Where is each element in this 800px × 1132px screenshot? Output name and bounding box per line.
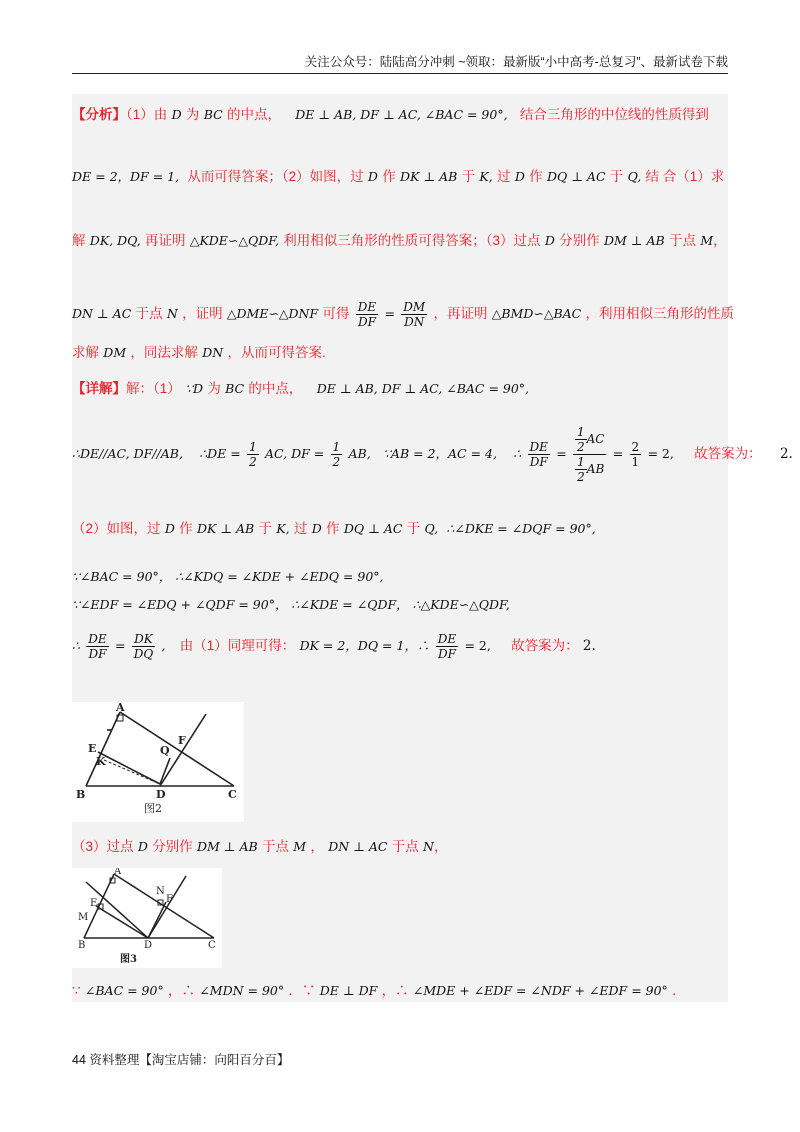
detail-text: 的中点，: [248, 381, 303, 396]
analysis-text: 为: [185, 107, 200, 122]
frac-denominator: 2: [576, 440, 585, 454]
math-D: D: [544, 233, 555, 248]
answer-value: 2.: [779, 446, 793, 462]
figure-3-diagram: [72, 868, 222, 968]
analysis-text: 解: [72, 233, 86, 248]
detail-line-7: [72, 838, 447, 856]
math-expr: DN ⊥ AC: [328, 839, 388, 854]
fraction-compound: [573, 425, 607, 484]
analysis-text: 过: [497, 169, 511, 184]
math-D: D: [367, 169, 378, 184]
math-D: D: [311, 521, 322, 536]
detail-text: ，∴: [168, 983, 196, 998]
answer-value: 2.: [582, 638, 596, 654]
label-E: E: [88, 742, 97, 755]
math-D: D: [164, 521, 175, 536]
analysis-text: 作: [382, 169, 396, 184]
analysis-text: 求解: [72, 345, 99, 360]
figure-2: [72, 702, 244, 822]
frac-numerator: DE: [437, 632, 457, 646]
math-DN: DN: [202, 345, 224, 360]
math-expr: DK ⊥ AB: [196, 521, 255, 536]
segment-DE: [96, 906, 148, 938]
frac-denominator: DQ: [133, 647, 154, 661]
frac-denominator: DN: [404, 315, 425, 329]
frac-denominator: DF: [357, 315, 376, 329]
analysis-line-1: [72, 106, 709, 124]
label-A: A: [116, 702, 125, 714]
math-M: M: [293, 839, 307, 854]
segment-DK: [104, 760, 160, 784]
math-expr: △DME∽△DNF: [226, 306, 319, 321]
fraction-half: [575, 455, 587, 484]
label-C: C: [208, 940, 216, 951]
math-expr: ∠MDE + ∠EDF = ∠NDF + ∠EDF = 90°: [412, 983, 668, 998]
math-eq: =: [612, 446, 624, 461]
math-expr: ∠BAC = 90°: [84, 983, 164, 998]
math-D: D: [137, 839, 148, 854]
frac-numerator: DE: [529, 440, 548, 454]
frac-denominator: 1: [631, 455, 640, 469]
math-N: N: [166, 306, 178, 321]
analysis-text: 的中点，: [226, 107, 281, 122]
math-expr: △BMD∽△BAC: [491, 306, 582, 321]
page-number: 44: [72, 1053, 86, 1067]
analysis-text: 从而可得答案；（2）如图，过: [187, 169, 364, 184]
fraction-half: [575, 425, 587, 454]
fraction-de-df: [436, 632, 458, 661]
detail-text: ∵: [72, 983, 81, 998]
math-expr: ∴: [72, 638, 80, 653]
fraction-de-df: [86, 632, 108, 661]
math-expr: ∵D: [185, 381, 204, 396]
detail-text: 作: [179, 521, 193, 536]
analysis-text: ，证明: [182, 306, 223, 321]
analysis-text: ，利用相似三角形的性质: [585, 306, 735, 321]
frac-numerator: 1: [332, 440, 341, 454]
label-B: B: [78, 940, 86, 951]
math-expr: = 2,: [647, 446, 674, 461]
detail-text: ，: [310, 839, 324, 854]
frac-numerator: [573, 425, 607, 455]
analysis-text: ，同法求解: [130, 345, 198, 360]
detail-text: 解：（1）: [126, 381, 181, 396]
footer-text: 资料整理【淘宝店铺：向阳百分百】: [89, 1053, 290, 1067]
label-Q: Q: [160, 744, 170, 757]
math-Q: Q,: [424, 521, 439, 536]
header-rule: [72, 73, 728, 74]
analysis-text: 再证明: [145, 233, 186, 248]
analysis-line-4: [72, 294, 734, 334]
analysis-text: 于: [461, 169, 476, 184]
detail-text: 分别作: [152, 839, 193, 854]
analysis-text: 结合三角形的中位线的性质得到: [519, 107, 709, 122]
analysis-text: 于点: [669, 233, 697, 248]
math-K: K,: [276, 521, 290, 536]
detail-tag: 【详解】: [72, 381, 126, 396]
math-expr: DK, DQ,: [89, 233, 141, 248]
segment-DE: [98, 752, 160, 784]
frac-denominator: DF: [88, 647, 107, 661]
detail-text: ．: [672, 983, 686, 998]
analysis-text: 利用相似三角形的性质可得答案；（3）过点: [283, 233, 541, 248]
analysis-text: 于: [609, 169, 624, 184]
math-DM: DM: [103, 345, 127, 360]
frac-numerator: 1: [249, 440, 257, 454]
math-expr: ∴∠DKE = ∠DQF = 90°,: [446, 521, 596, 536]
fraction-de-df: [528, 440, 550, 469]
segment-DQ: [160, 758, 170, 784]
analysis-line-3: [72, 232, 727, 250]
label-N: N: [156, 886, 165, 897]
math-expr: ∠MDN = 90°: [199, 983, 285, 998]
label-E: E: [90, 898, 98, 909]
math-expr: = 2,: [464, 638, 491, 653]
label-M: M: [78, 912, 89, 923]
detail-text: 由（1）同理可得：: [179, 638, 296, 653]
math-K: K,: [479, 169, 493, 184]
math-BC: BC: [203, 107, 223, 122]
fraction-two-one: [630, 440, 642, 469]
math-eq: =: [114, 638, 126, 653]
segment-AC: [120, 712, 234, 786]
fraction-de-df: [356, 300, 378, 329]
answer-label: 故答案为：: [511, 638, 579, 653]
detail-text: （2）如图，过: [72, 521, 161, 536]
math-expr: DE ⊥ DF: [319, 983, 378, 998]
detail-line-1: [72, 380, 529, 398]
analysis-text: 结 合（1）求: [645, 169, 725, 184]
analysis-text: 于点: [135, 306, 163, 321]
label-D: D: [156, 788, 166, 801]
analysis-text: ，从而可得答案.: [227, 345, 326, 360]
math-expr: ,: [161, 638, 166, 653]
detail-text: 于点: [391, 839, 419, 854]
analysis-line-2: [72, 168, 724, 186]
analysis-line-5: [72, 344, 326, 362]
math-expr: AC, DF =: [265, 446, 325, 461]
detail-text: 作: [326, 521, 340, 536]
detail-text: （3）过点: [72, 839, 134, 854]
detail-line-8: [72, 982, 686, 1000]
math-expr: ∴DE =: [199, 446, 241, 461]
frac-numerator: DM: [403, 300, 426, 314]
math-AB: AB: [586, 462, 605, 476]
math-expr: DK = 2，DQ = 1，∴: [299, 638, 430, 653]
label-K: K: [96, 755, 106, 768]
fraction-dm-dn: [401, 300, 427, 329]
detail-text: 为: [207, 381, 221, 396]
math-expr: DM ⊥ AB: [603, 233, 665, 248]
math-eq: =: [556, 446, 567, 461]
detail-text: 过: [293, 521, 308, 536]
analysis-text: （1）由: [126, 107, 168, 122]
frac-denominator: DF: [529, 455, 548, 469]
fraction-half: [331, 440, 343, 469]
detail-text: ，: [433, 839, 448, 854]
analysis-text: 可得: [322, 306, 350, 321]
math-N: N: [423, 839, 434, 854]
label-B: B: [76, 788, 86, 801]
frac-denominator: 2: [332, 455, 341, 469]
math-D: D: [171, 107, 182, 122]
fraction-half: [247, 440, 259, 469]
math-AC: AC: [586, 432, 605, 446]
math-expr: DK ⊥ AB: [400, 169, 458, 184]
math-expr: ∴: [513, 446, 522, 461]
math-expr: △KDE∽△QDF,: [189, 233, 279, 248]
analysis-text: ，: [713, 233, 727, 248]
frac-denominator: [573, 455, 607, 484]
figure-3: [72, 868, 222, 968]
frac-numerator: DK: [132, 632, 155, 647]
segment-DF: [148, 876, 186, 938]
fraction-dk-dq: [132, 632, 155, 661]
math-M: M: [700, 233, 714, 248]
math-expr: AB,: [348, 446, 371, 461]
math-expr: ∵AB = 2，AC = 4,: [382, 446, 497, 461]
page-footer: [72, 1050, 289, 1068]
detail-text: 于: [406, 521, 421, 536]
detail-line-6: [72, 624, 596, 668]
answer-label: 故答案为：: [694, 446, 762, 461]
math-expr: DQ ⊥ AC: [546, 169, 606, 184]
label-C: C: [228, 788, 237, 801]
label-D: D: [144, 940, 153, 951]
math-expr: DE ⊥ AB, DF ⊥ AC, ∠BAC = 90°,: [316, 381, 530, 396]
math-expr: ∴DE//AC, DF//AB,: [72, 446, 183, 461]
detail-text: ．∵: [288, 983, 316, 998]
analysis-text: ，再证明: [433, 306, 488, 321]
label-F: F: [178, 734, 186, 747]
frac-numerator: 2: [631, 440, 640, 454]
detail-line-4: ∵∠BAC = 90°， ∴∠KDQ = ∠KDE + ∠EDQ = 90°,: [72, 569, 384, 584]
frac-numerator: DE: [357, 300, 377, 314]
figure-2-caption: 图2: [144, 802, 162, 815]
detail-text: 于点: [261, 839, 289, 854]
detail-text: 于: [258, 521, 273, 536]
frac-numerator: 1: [576, 425, 585, 439]
figure-3-caption: 图3: [120, 954, 137, 965]
analysis-tag: 【分析】: [72, 107, 126, 122]
analysis-text: 作: [529, 169, 543, 184]
figure-2-diagram: [72, 702, 244, 822]
frac-denominator: 2: [577, 470, 585, 484]
math-expr: DN ⊥ AC: [72, 306, 132, 321]
detail-line-3: [72, 520, 596, 538]
math-BC: BC: [225, 381, 245, 396]
math-eq: =: [384, 306, 395, 321]
detail-text: ，∴: [381, 983, 409, 998]
detail-line-2: [72, 424, 793, 484]
frac-numerator: 1: [577, 455, 585, 469]
analysis-text: 分别作: [559, 233, 600, 248]
frac-numerator: DE: [88, 632, 107, 646]
math-expr: DE ⊥ AB, DF ⊥ AC, ∠BAC = 90°,: [295, 107, 508, 122]
detail-line-5: ∵∠EDF = ∠EDQ + ∠QDF = 90°， ∴∠KDE = ∠QDF， ∴△KDE∽△QDF,: [72, 597, 510, 612]
frac-denominator: 2: [249, 455, 257, 469]
page-header: 关注公众号：陆陆高分冲刺 ~领取：最新版“小中高考-总复习”、最新试卷下载: [304, 55, 728, 69]
math-Q: Q,: [627, 169, 642, 184]
label-F: F: [166, 894, 173, 905]
math-expr: DM ⊥ AB: [196, 839, 258, 854]
frac-denominator: DF: [437, 647, 456, 661]
math-expr: DQ ⊥ AC: [343, 521, 403, 536]
math-expr: DE = 2，DF = 1,: [72, 169, 180, 184]
label-A: A: [114, 868, 122, 877]
math-D: D: [514, 169, 525, 184]
solution-panel: [72, 94, 793, 1002]
